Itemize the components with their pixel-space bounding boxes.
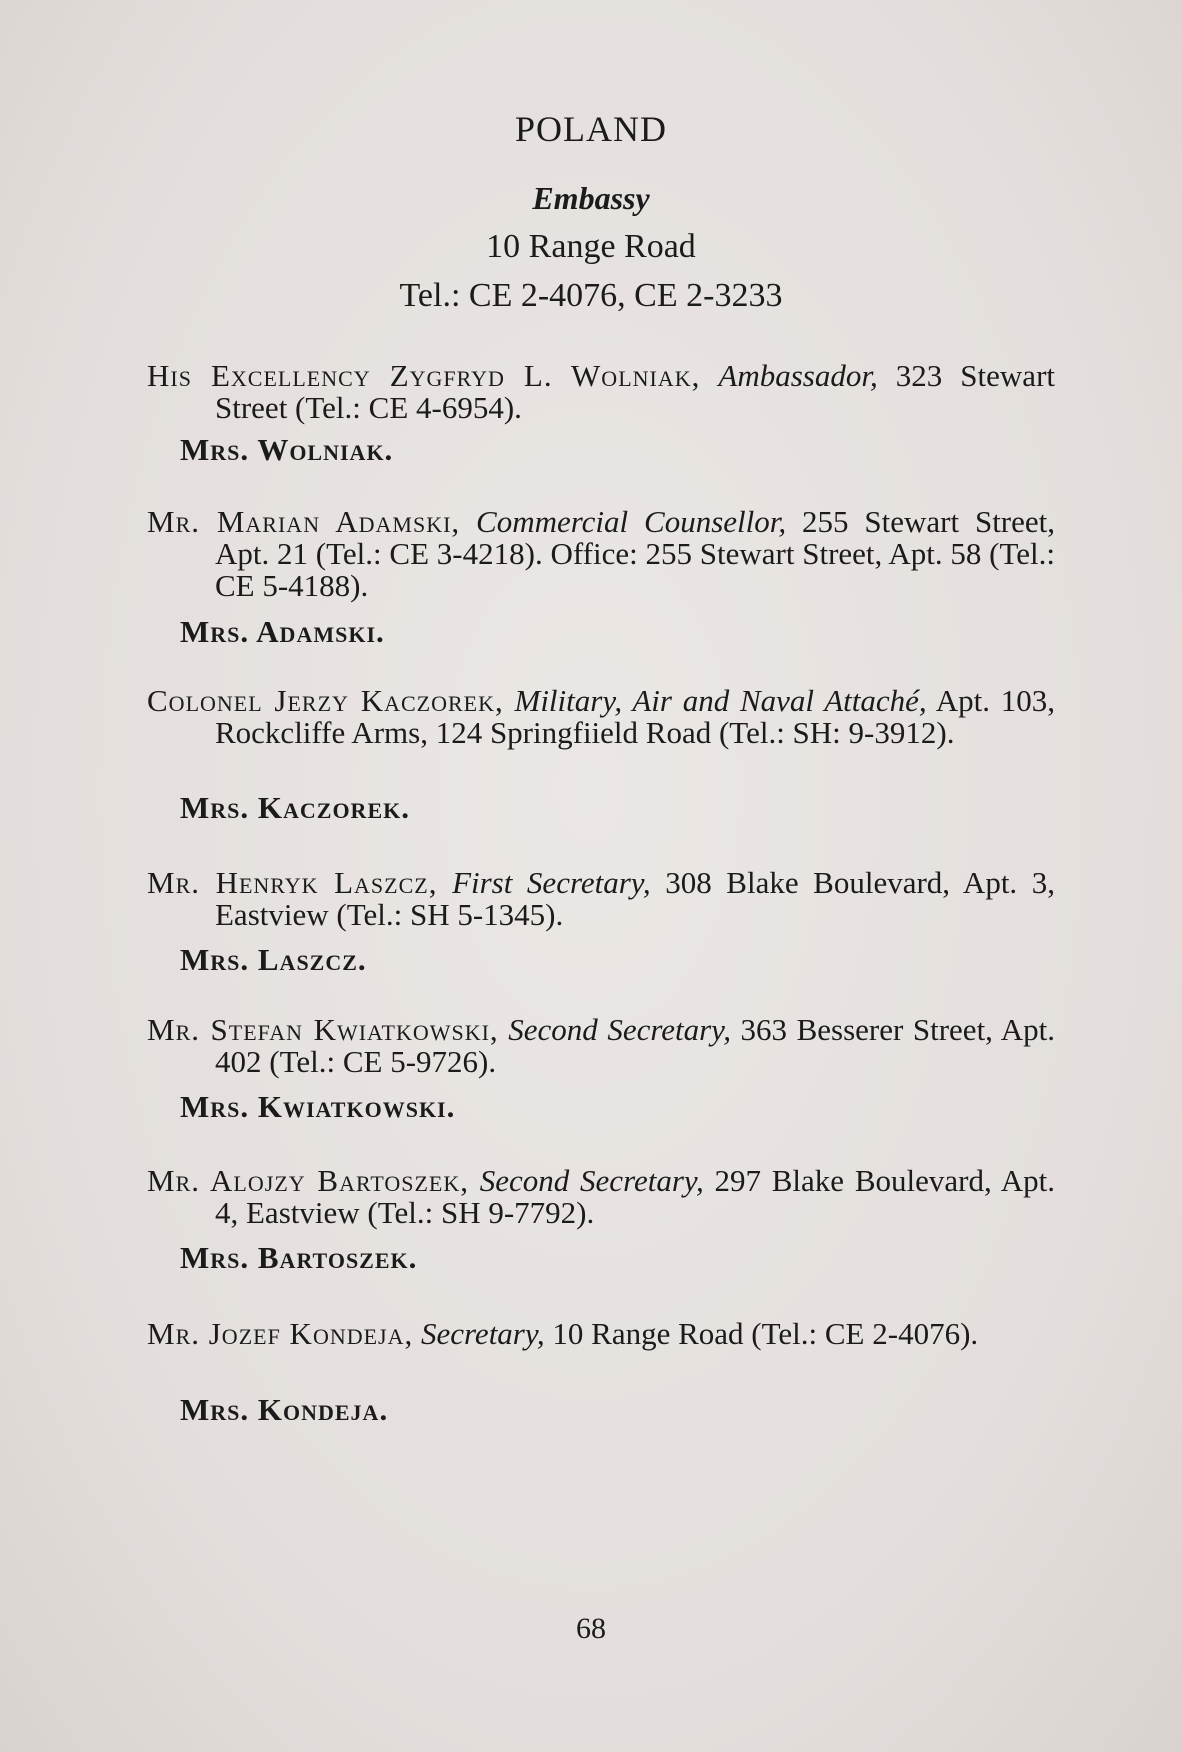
person-name: Mr. Henryk Laszcz, [147,865,438,900]
person-role: Ambassador, [718,358,878,393]
person-details: 10 Range Road (Tel.: CE 2-4076). [552,1316,979,1351]
spouse-name: Mrs. Bartoszek. [180,1240,418,1275]
person-role: Second Secretary, [479,1163,704,1198]
spouse-name: Mrs. Kwiatkowski. [180,1089,456,1124]
list-item [147,1318,1055,1350]
spouse-name: Mrs. Wolniak. [180,432,394,467]
person-name: Mr. Alojzy Bartoszek, [147,1163,469,1198]
person-role: First Secretary, [452,865,651,900]
page-number: 68 [576,1612,606,1645]
list-item [147,867,1055,931]
person-details: 297 Blake Boulevard, Apt. 4, Eastview (Tel.: SH 9-7792). [215,1163,1055,1230]
spouse-name: Mrs. Kondeja. [180,1392,389,1427]
list-item [147,1165,1055,1229]
list-item [147,506,1055,602]
person-role: Second Secretary, [508,1012,731,1047]
person-details: Apt. 103, Rockcliffe Arms, 124 Springfiield Road (Tel.: SH: 9-3912). [215,683,1056,750]
country-heading: POLAND [514,109,667,149]
person-name: Mr. Stefan Kwiatkowski, [147,1012,499,1047]
person-name: His Excellency Zygfryd L. Wolniak, [147,358,701,393]
list-item [147,360,1055,424]
person-details: 255 Stewart Street, Apt. 21 (Tel.: CE 3-4218). Office: 255 Stewart Street, Apt. 58 (Tel.: CE 5-4188). [215,504,1056,603]
person-role: Secretary, [421,1316,545,1351]
spouse-name: Mrs. Adamski. [180,614,385,649]
list-item [147,685,1055,749]
list-item [147,1014,1055,1078]
embassy-telephone: Tel.: CE 2-4076, CE 2-3233 [399,277,783,314]
person-role: Commercial Counsellor, [476,504,787,539]
person-details: 363 Besserer Street, Apt. 402 (Tel.: CE 5-9726). [215,1012,1056,1079]
person-name: Mr. Marian Adamski, [147,504,461,539]
person-name: Mr. Jozef Kondeja, [147,1316,414,1351]
person-details: 323 Stewart Street (Tel.: CE 4-6954). [215,358,1055,425]
person-details: 308 Blake Boulevard, Apt. 3, Eastview (Tel.: SH 5-1345). [215,865,1056,932]
embassy-address: 10 Range Road [486,228,696,265]
person-name: Colonel Jerzy Kaczorek, [147,683,504,718]
spouse-name: Mrs. Laszcz. [180,942,367,977]
spouse-name: Mrs. Kaczorek. [180,790,410,825]
person-role: Military, Air and Naval Attaché, [514,683,927,718]
office-type: Embassy [532,180,650,216]
